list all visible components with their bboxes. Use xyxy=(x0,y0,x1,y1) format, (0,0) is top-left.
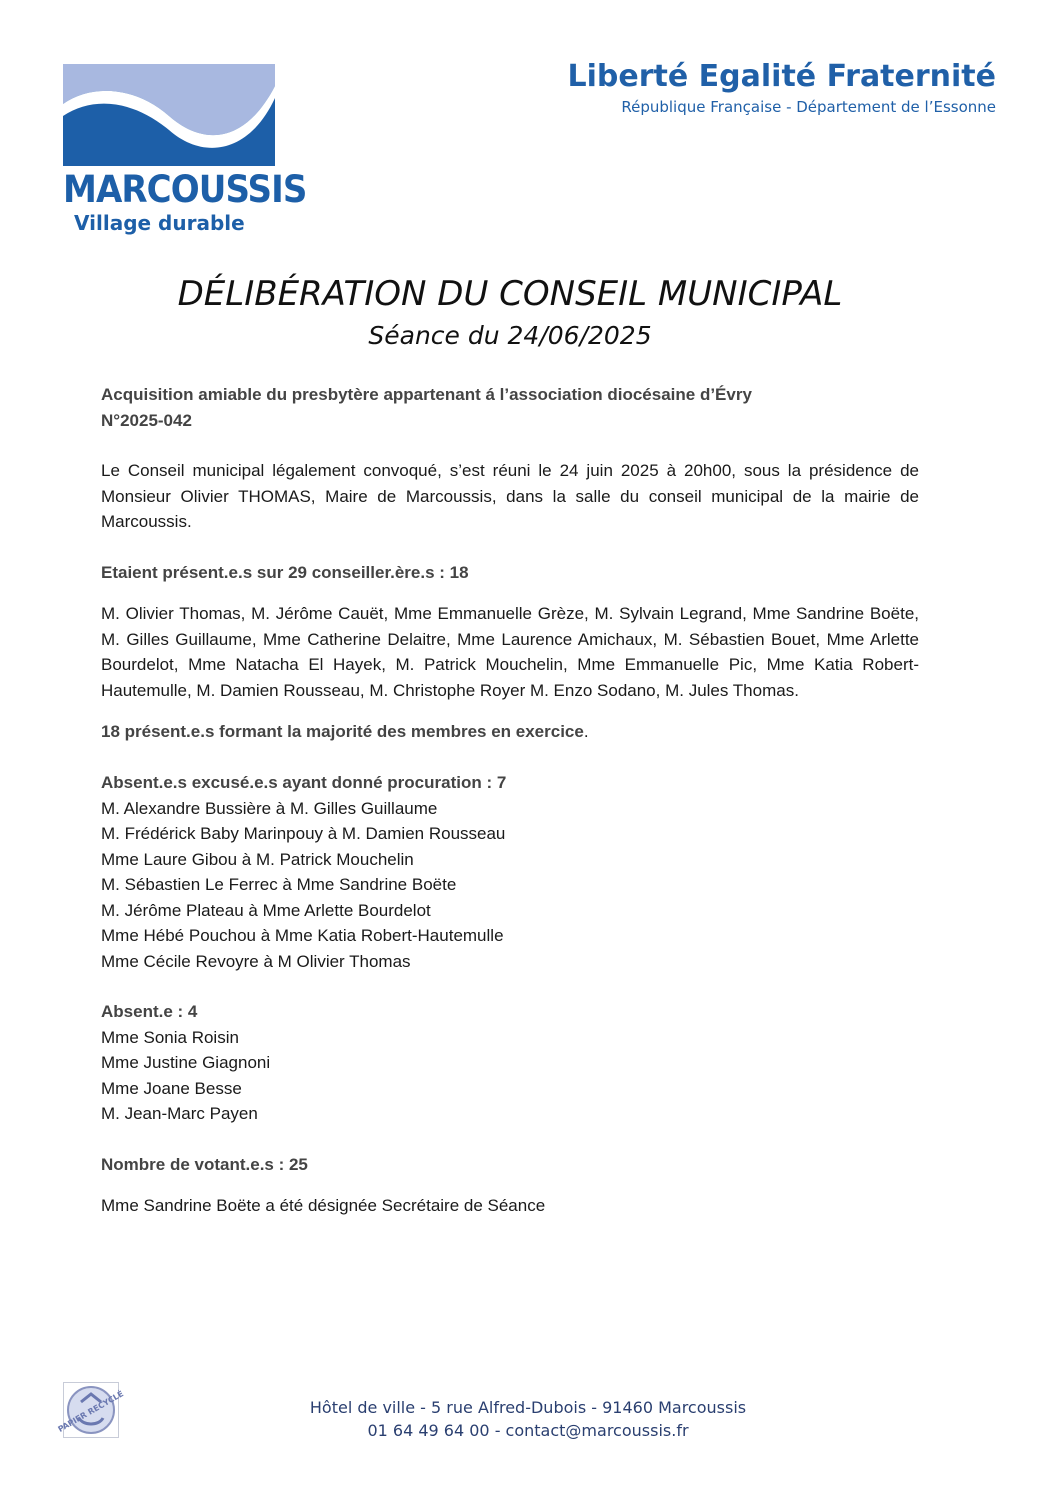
present-count-heading: Etaient présent.e.s sur 29 conseiller.ère.s : 18 xyxy=(101,563,469,582)
proxy-item: M. Alexandre Bussière à M. Gilles Guillaume xyxy=(101,798,438,818)
absent-section xyxy=(101,999,919,1127)
deliberation-subject xyxy=(101,382,919,433)
majority-period: . xyxy=(583,722,589,741)
logo-tagline: Village durable xyxy=(74,211,245,235)
present-names: M. Olivier Thomas, M. Jérôme Cauët, Mme Emmanuelle Grèze, M. Sylvain Legrand, Mme Sandrine Boëte, M. Gilles Guillaume, Mme Catherine Delaitre, Mme Laurence Amichaux, M. Sébastien Bouet, Mme Arlette Bourdelot, Mme Natacha El Hayek, M. Patrick Mouchelin, Mme Emmanuelle Pic, Mme Katia Robert-Hautemulle, M. Damien Rousseau, M. Christophe Royer M. Enzo Sodano, M. Jules Thomas. xyxy=(101,604,919,700)
secretary-text: Mme Sandrine Boëte a été désignée Secrétaire de Séance xyxy=(101,1196,546,1215)
voters-section xyxy=(101,1152,919,1178)
proxy-item: Mme Laure Gibou à M. Patrick Mouchelin xyxy=(101,849,414,869)
proxy-item: Mme Cécile Revoyre à M Olivier Thomas xyxy=(101,951,411,971)
republic-header xyxy=(568,58,996,118)
session-date: Séance du 24/06/2025 xyxy=(368,321,652,350)
absent-item: M. Jean-Marc Payen xyxy=(101,1104,258,1123)
proxy-item: M. Frédérick Baby Marinpouy à M. Damien Rousseau xyxy=(101,824,506,843)
majority-statement xyxy=(101,719,919,745)
recycled-paper-icon xyxy=(56,1382,126,1438)
recycle-badge-icon xyxy=(56,1382,126,1438)
absent-item: Mme Justine Giagnoni xyxy=(101,1053,271,1072)
deliberation-number: N°2025-042 xyxy=(101,410,192,430)
proxies-heading: Absent.e.s excusé.e.s ayant donné procuration : 7 xyxy=(101,773,507,792)
wave-emblem-icon xyxy=(63,64,275,166)
absent-heading: Absent.e : 4 xyxy=(101,1002,198,1021)
majority-text: 18 présent.e.s formant la majorité des membres en exercice xyxy=(101,722,584,741)
republic-subtitle: République Française - Département de l’Essonne xyxy=(621,98,996,116)
republic-motto: Liberté Egalité Fraternité xyxy=(567,59,996,94)
document-title: DÉLIBÉRATION DU CONSEIL MUNICIPAL xyxy=(177,274,843,314)
secretary-statement xyxy=(101,1193,919,1219)
recycle-label: PAPIER RECYCLÉ xyxy=(56,1389,126,1434)
voters-count: Nombre de votant.e.s : 25 xyxy=(101,1155,308,1174)
intro-paragraph: Le Conseil municipal légalement convoqué, s’est réuni le 24 juin 2025 à 20h00, sous la présidence de Monsieur Olivier THOMAS, Maire de Marcoussis, dans la salle du conseil municipal de la mairie de Marcoussis. xyxy=(101,461,919,531)
footer xyxy=(228,1396,828,1442)
subject-title: Acquisition amiable du presbytère appartenant á l’association diocésaine d’Évry xyxy=(101,385,752,404)
proxy-item: Mme Hébé Pouchou à Mme Katia Robert-Hautemulle xyxy=(101,926,504,945)
proxies-section xyxy=(101,770,919,974)
proxy-item: M. Sébastien Le Ferrec à Mme Sandrine Boëte xyxy=(101,875,457,894)
logo-name: MARCOUSSIS xyxy=(63,168,307,211)
footer-contact[interactable]: 01 64 49 64 00 - contact@marcoussis.fr xyxy=(367,1421,689,1440)
absent-item: Mme Joane Besse xyxy=(101,1078,242,1098)
proxy-item: M. Jérôme Plateau à Mme Arlette Bourdelot xyxy=(101,900,431,920)
absent-item: Mme Sonia Roisin xyxy=(101,1027,239,1047)
present-heading xyxy=(101,560,919,586)
footer-address: Hôtel de ville - 5 rue Alfred-Dubois - 91460 Marcoussis xyxy=(309,1398,747,1417)
marcoussis-logo xyxy=(63,64,307,236)
